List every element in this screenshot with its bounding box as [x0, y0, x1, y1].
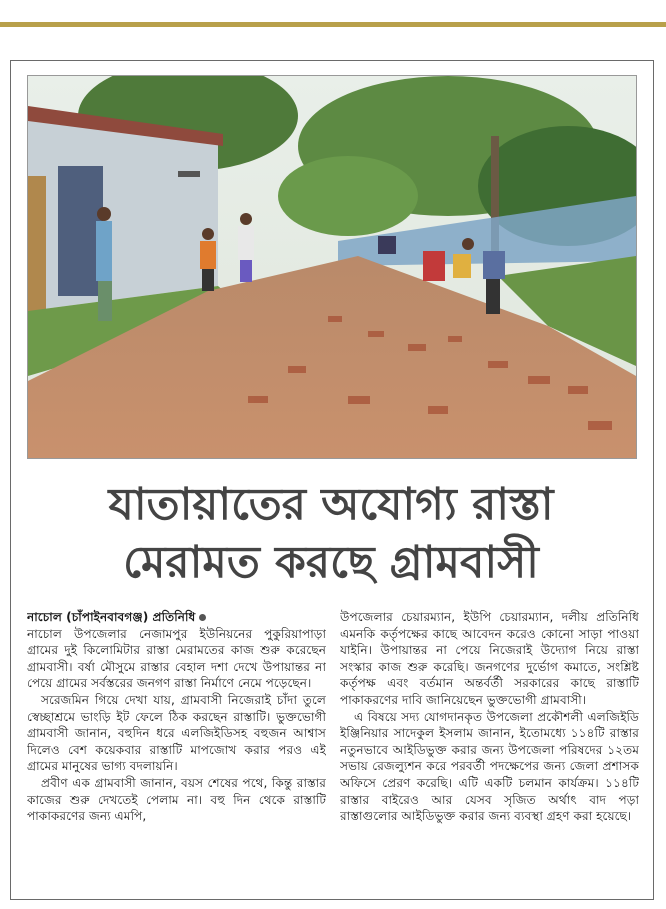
article-column-2	[340, 609, 639, 894]
bullet-icon	[199, 614, 206, 621]
article-body	[27, 609, 639, 894]
article-photo	[27, 75, 637, 459]
top-strip	[0, 0, 666, 22]
article-headline	[27, 476, 635, 592]
paragraph: নাচোল উপজেলার নেজামপুর ইউনিয়নের পুকুরিয়াপাড়া গ্রামের দুই কিলোমিটার রাস্তা মেরামতের কাজ শুরু করেছেন গ্রামবাসী। বর্ষা মৌসুমে রাস্তার বেহাল দশা দেখে উপায়ান্তর না পেয়ে গ্রামের সর্বস্তরের জনগণ রাস্তা নির্মাণে নেমে পড়েছেন।	[27, 626, 326, 691]
paragraph: এ বিষয়ে সদ্য যোগদানকৃত উপজেলা প্রকৌশলী এলজিইডি ইঞ্জিনিয়ার সাদেকুল ইসলাম জানান, ইতোমধ্যে ১১৪টি রাস্তার নতুনভাবে আইডিভুক্ত করার জন্য উপজেলা পরিষদের ১২তম সভায় রেজল্যুশন করে পরবর্তী পদক্ষেপের জন্য জেলা প্রশাসক অফিসে প্রেরণ করেছি। এটি একটি চলমান কার্যক্রম। ১১৪টি রাস্তার বাইরেও আর যেসব সৃজিত অর্থাৎ বাদ পড়া রাস্তাগুলোর আইডিভুক্ত করার জন্য ব্যবস্থা গ্রহণ করা হয়েছে।	[340, 709, 639, 824]
gold-divider	[0, 22, 666, 27]
paragraph: সরেজমিন গিয়ে দেখা যায়, গ্রামবাসী নিজেরাই চাঁদা তুলে স্বেচ্ছাশ্রমে ভাংড়ি ইট ফেলে ঠিক করছেন রাস্তাটি। ভুক্তভোগী গ্রামবাসী জানান, বহুদিন ধরে এলজিইডিসহ বহুজন আশ্বাস দিলেও বেশ কয়েকবার রাস্তাটি মাপজোখ করার পরও এই গ্রামের মানুষের ভাগ্য বদলায়নি।	[27, 692, 326, 774]
news-clipping	[10, 60, 654, 900]
headline-line-1: যাতায়াতের অযোগ্য রাস্তা	[108, 479, 554, 530]
article-column-1	[27, 609, 326, 894]
paragraph: প্রবীণ এক গ্রামবাসী জানান, বয়স শেষের পথে, কিন্তু রাস্তার কাজের শুরু দেখতেই পেলাম না। বহু দিন থেকে রাস্তাটি পাকাকরণের জন্য এমপি,	[27, 775, 326, 824]
paragraph: উপজেলার চেয়ারম্যান, ইউপি চেয়ারম্যান, দলীয় প্রতিনিধি এমনকি কর্তৃপক্ষের কাছে আবেদন করেও কোনো সাড়া পাওয়া যাইনি। উপায়ান্তর না পেয়ে নিজেরাই উদ্যোগ নিয়ে রাস্তা সংস্কার কাজ শুরু করেছি। জনগণের দুর্ভোগ কমাতে, সংশ্লিষ্ট কর্তৃপক্ষ এবং বর্তমান অন্তর্বর্তী সরকারের কাছে রাস্তাটি পাকাকরণের দাবি জানিয়েছেন ভুক্তভোগী গ্রামবাসী।	[340, 610, 639, 707]
byline-text: নাচোল (চাঁপাইনবাবগঞ্জ) প্রতিনিধি	[27, 610, 196, 624]
village-road-photo	[28, 76, 636, 458]
headline-line-2: মেরামত করছে গ্রামবাসী	[123, 537, 539, 588]
byline	[27, 609, 326, 626]
